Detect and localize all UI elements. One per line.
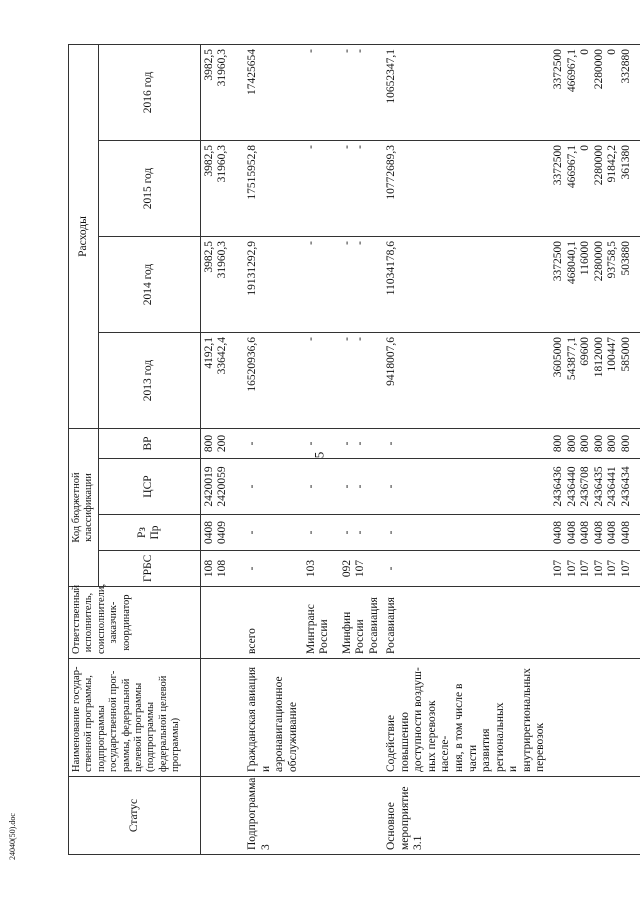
cell-vr: - - <box>339 429 384 459</box>
cell-status <box>550 777 640 855</box>
header-expenses: Расходы <box>69 44 99 428</box>
cell-rzpr: 0408 0409 <box>200 515 244 551</box>
cell-rzpr: 0408 0408 0408 0408 0408 0408 <box>550 515 640 551</box>
cell-2016: - - <box>339 44 384 140</box>
cell-name <box>550 659 640 777</box>
cell-2015: - - <box>339 141 384 237</box>
header-responsible: Ответственный исполнитель, соисполнители, заказчик- координатор <box>69 587 201 659</box>
cell-grbs: 092 107 <box>339 551 384 587</box>
cell-vr: 800 800 800 800 800 800 <box>550 429 640 459</box>
header-program-name: Наименование государ- ственной программы, подпрограммы государственной прог- раммы, федеральной целевой программы (подпрограммы федеральной целевой программы) <box>69 659 201 777</box>
cell-vr: - <box>383 429 550 459</box>
cell-2014: - - <box>339 237 384 333</box>
cell-status <box>303 777 339 855</box>
cell-responsible: всего <box>244 587 302 659</box>
header-grbs: ГРБС <box>98 551 200 587</box>
cell-2016: - <box>303 44 339 140</box>
cell-responsible: Минфин России Росавиация <box>339 587 384 659</box>
header-budget-code: Код бюджетной классификации <box>69 429 99 587</box>
cell-grbs: 107 107 107 107 107 107 <box>550 551 640 587</box>
header-year-2014: 2014 год <box>98 237 200 333</box>
cell-2016: 3372500 466967,1 0 2280000 0 332880 <box>550 44 640 140</box>
cell-csr: - <box>303 459 339 515</box>
header-status: Статус <box>69 777 201 855</box>
cell-2013: - <box>303 333 339 429</box>
cell-csr: - <box>244 459 302 515</box>
table-row <box>244 44 302 854</box>
cell-responsible <box>550 587 640 659</box>
cell-2013: 3605000 543877,1 69600 1812000 100447 585000 <box>550 333 640 429</box>
header-vr: ВР <box>98 429 200 459</box>
cell-grbs: - <box>244 551 302 587</box>
cell-2015: - <box>303 141 339 237</box>
table-row <box>550 44 640 854</box>
cell-vr: - <box>303 429 339 459</box>
cell-status: Подпрограмма 3 <box>244 777 302 855</box>
cell-2016: 17425654 <box>244 44 302 140</box>
cell-rzpr: - <box>244 515 302 551</box>
cell-name <box>339 659 384 777</box>
cell-rzpr: - <box>383 515 550 551</box>
cell-csr: 2420019 2420059 <box>200 459 244 515</box>
table-row <box>303 44 339 854</box>
cell-2014: 3372500 468040,1 116000 2280000 93758,5 503880 <box>550 237 640 333</box>
cell-grbs: 103 <box>303 551 339 587</box>
cell-2015: 3372500 466967,1 0 2280000 91842,2 361380 <box>550 141 640 237</box>
cell-2015: 17515952,8 <box>244 141 302 237</box>
document-code: 24040(50).doc <box>8 813 17 860</box>
cell-name <box>303 659 339 777</box>
cell-2013: - - <box>339 333 384 429</box>
table-row <box>200 44 244 854</box>
cell-status: Основное мероприятие 3.1 <box>383 777 550 855</box>
cell-2015: 10772689,3 <box>383 141 550 237</box>
cell-grbs: - <box>383 551 550 587</box>
cell-responsible: Минтранс России <box>303 587 339 659</box>
cell-csr: 2436436 2436440 2436708 2436435 2436441 2436434 <box>550 459 640 515</box>
cell-grbs: 108 108 <box>200 551 244 587</box>
cell-status <box>339 777 384 855</box>
rotated-table-wrapper <box>68 45 632 855</box>
cell-2013: 16520936,6 <box>244 333 302 429</box>
cell-2014: - <box>303 237 339 333</box>
cell-name <box>200 659 244 777</box>
cell-responsible <box>200 587 244 659</box>
cell-name: Содействие повышению доступности воздуш- ных перевозок населе- ния, в том числе в части развития региональных и внутрирегиональных перевозок <box>383 659 550 777</box>
cell-rzpr: - - <box>339 515 384 551</box>
cell-2016: 3982,5 31960,3 <box>200 44 244 140</box>
cell-2016: 10652347,1 <box>383 44 550 140</box>
expenses-table <box>68 44 640 855</box>
table-row <box>383 44 550 854</box>
cell-2013: 9418007,6 <box>383 333 550 429</box>
cell-csr: - <box>383 459 550 515</box>
page-number: 5 <box>311 451 327 459</box>
header-year-2013: 2013 год <box>98 333 200 429</box>
cell-2014: 3982,5 31960,3 <box>200 237 244 333</box>
header-csr: ЦСР <box>98 459 200 515</box>
cell-responsible: Росавиация <box>383 587 550 659</box>
header-year-2015: 2015 год <box>98 141 200 237</box>
cell-csr: - - <box>339 459 384 515</box>
cell-name: Гражданская авиация и аэронавигационное обслуживание <box>244 659 302 777</box>
cell-vr: 800 200 <box>200 429 244 459</box>
table-row <box>339 44 384 854</box>
cell-2014: 19131292,9 <box>244 237 302 333</box>
cell-2014: 11034178,6 <box>383 237 550 333</box>
cell-2013: 4192,1 33642,4 <box>200 333 244 429</box>
header-year-2016: 2016 год <box>98 44 200 140</box>
cell-status <box>200 777 244 855</box>
cell-vr: - <box>244 429 302 459</box>
cell-rzpr: - <box>303 515 339 551</box>
cell-2015: 3982,5 31960,3 <box>200 141 244 237</box>
header-rzpr: Рз Пр <box>98 515 200 551</box>
